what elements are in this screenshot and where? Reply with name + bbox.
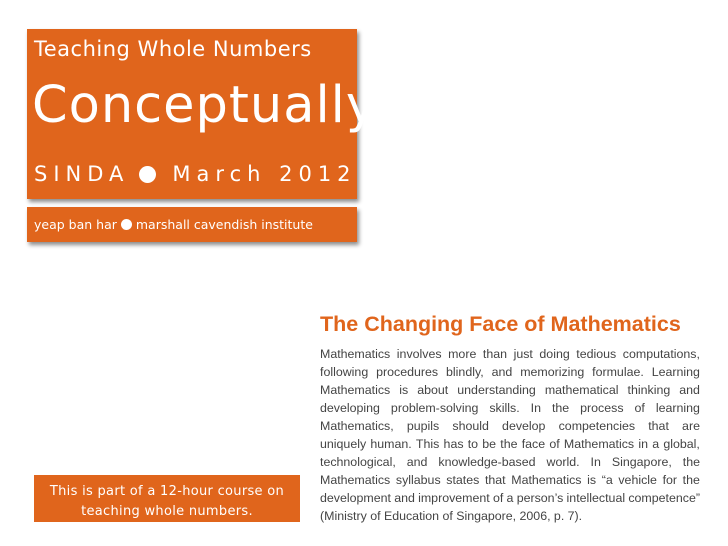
article-word: has — [443, 437, 464, 451]
article-word: global, — [663, 437, 700, 451]
article-word: mathematical — [544, 383, 619, 397]
article-word: states — [446, 473, 480, 487]
article-line — [320, 345, 700, 363]
article-word: be — [482, 437, 497, 451]
title-box — [27, 29, 378, 199]
article-word: Learning — [651, 365, 700, 379]
article-word: than — [482, 347, 508, 361]
article-word: and — [406, 455, 428, 469]
bullet-dot-icon — [139, 166, 156, 183]
article-word: Mathematics — [320, 347, 391, 361]
article-word: understanding — [457, 383, 536, 397]
article-word: the — [682, 455, 700, 469]
course-note-line: This is part of a 12-hour course on — [49, 484, 285, 499]
article-line — [320, 453, 700, 471]
article-word: of — [370, 509, 381, 523]
course-title: Teaching Whole Numbers — [34, 37, 312, 61]
article-word: Mathematics — [320, 383, 391, 397]
article-excerpt — [320, 312, 700, 525]
article-word: doing — [539, 347, 570, 361]
article-word: Singapore, — [456, 509, 517, 523]
article-word: Education — [383, 509, 440, 523]
article-word: learning — [655, 401, 700, 415]
article-word: Mathematics, — [320, 419, 394, 433]
article-word: and — [491, 365, 513, 379]
article-word: tedious — [576, 347, 617, 361]
article-word: problem-solving — [390, 401, 479, 415]
article-word: development — [320, 491, 391, 505]
article-word: Mathematics — [511, 473, 582, 487]
article-word: memorizing — [520, 365, 585, 379]
article-word: that — [484, 473, 506, 487]
article-word: syllabus — [395, 473, 441, 487]
article-word: are — [682, 419, 700, 433]
article-word: the — [682, 473, 700, 487]
author-name: yeap ban har — [34, 217, 117, 232]
article-word: in — [638, 437, 648, 451]
article-word: Singapore, — [611, 455, 672, 469]
article-word: competence” — [628, 491, 700, 505]
article-word: formulae. — [592, 365, 644, 379]
article-word: of — [492, 491, 504, 505]
article-body — [320, 345, 700, 525]
author-institution: marshall cavendish institute — [135, 217, 313, 232]
article-line — [320, 417, 700, 435]
article-word: that — [648, 419, 669, 433]
article-word: In — [590, 455, 601, 469]
article-word: “a — [601, 473, 613, 487]
article-word: process — [580, 401, 624, 415]
article-word: vehicle — [618, 473, 657, 487]
article-word: thinking — [627, 383, 671, 397]
article-line — [320, 381, 700, 399]
course-note-line: teaching whole numbers. — [81, 504, 253, 519]
article-word: p. — [553, 509, 565, 523]
article-word: is — [587, 473, 597, 487]
article-word: to — [467, 437, 479, 451]
article-word: develop — [502, 419, 546, 433]
article-word: competencies — [558, 419, 636, 433]
course-date: March 2012 — [172, 162, 357, 186]
article-word: the — [551, 401, 570, 415]
author-box — [27, 207, 357, 242]
article-line — [320, 399, 700, 417]
article-title: The Changing Face of Mathematics — [320, 312, 681, 336]
article-line — [320, 471, 700, 489]
article-line — [320, 489, 700, 507]
article-word: the — [500, 437, 518, 451]
article-word: procedures — [376, 365, 439, 379]
article-word: (Ministry — [320, 509, 367, 523]
article-word: of — [634, 401, 645, 415]
article-word: of — [549, 437, 560, 451]
article-word: for — [662, 473, 678, 487]
article-word: and — [394, 491, 415, 505]
article-word: Mathematics — [320, 473, 391, 487]
article-word: pupils — [406, 419, 440, 433]
article-word: improvement — [418, 491, 490, 505]
article-word: 7). — [567, 509, 583, 523]
bullet-dot-icon — [121, 219, 132, 230]
article-line — [320, 507, 700, 525]
article-word: a — [506, 491, 514, 505]
article-word: knowledge-based — [438, 455, 536, 469]
article-word: a — [652, 437, 660, 451]
article-word: just — [513, 347, 533, 361]
article-line — [320, 435, 700, 453]
article-word: about — [417, 383, 449, 397]
course-note — [34, 475, 300, 522]
article-word: more — [448, 347, 477, 361]
article-word: is — [399, 383, 409, 397]
organization: SINDA — [34, 162, 130, 186]
article-word: This — [415, 437, 440, 451]
course-title-main: Conceptually — [32, 76, 378, 135]
article-word: blindly, — [446, 365, 484, 379]
article-word: uniquely — [320, 437, 367, 451]
article-word: In — [530, 401, 541, 415]
article-word: Mathematics — [563, 437, 635, 451]
article-word: of — [442, 509, 453, 523]
article-word: skills. — [489, 401, 520, 415]
article-line — [320, 363, 700, 381]
article-word: world. — [546, 455, 580, 469]
article-word: face — [521, 437, 546, 451]
article-word: involves — [396, 347, 442, 361]
article-word: human. — [370, 437, 412, 451]
article-word: and — [679, 383, 700, 397]
article-word: 2006, — [519, 509, 551, 523]
article-word: intellectual — [566, 491, 626, 505]
article-word: person’s — [516, 491, 564, 505]
article-word: technological, — [320, 455, 396, 469]
article-word: developing — [320, 401, 380, 415]
article-word: computations, — [622, 347, 700, 361]
article-word: following — [320, 365, 369, 379]
course-date-line — [34, 162, 357, 186]
article-word: should — [452, 419, 489, 433]
